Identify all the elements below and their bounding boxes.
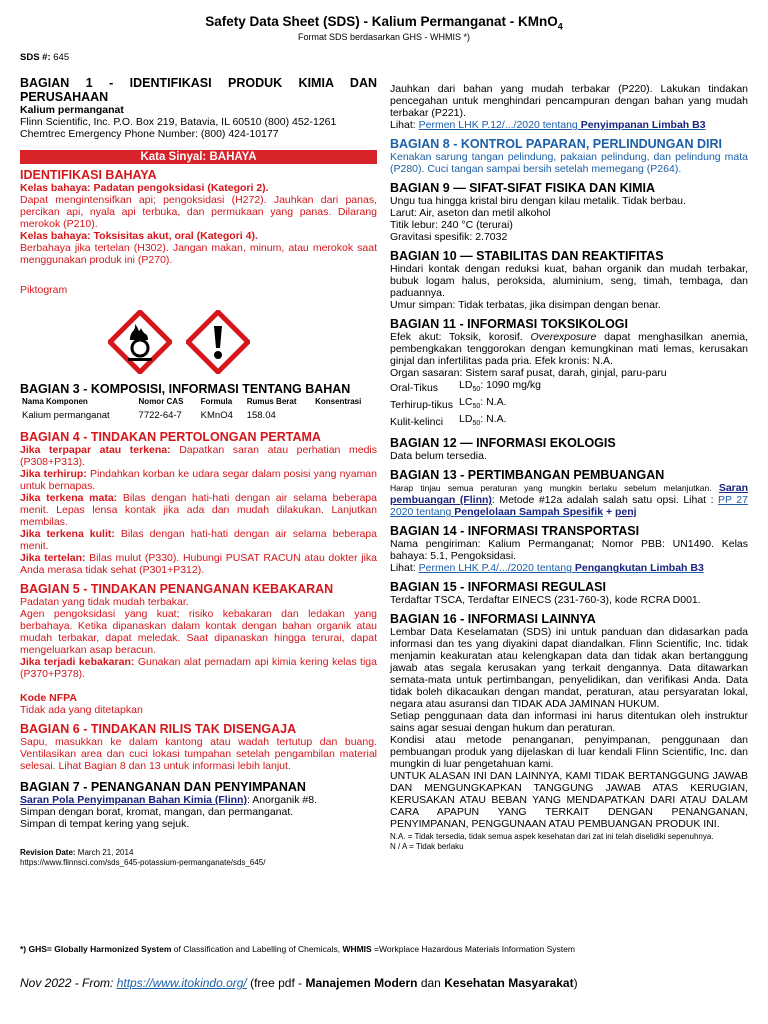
nfpa-label: Kode NFPA xyxy=(20,692,77,704)
ppe-text: Kenakan sarung tangan pelindung, pakaian pelindung, dan pelindung mata (P280). Cuci tangan sampai bersih setelah memegang (P264). xyxy=(390,151,748,175)
hazard-text-1: Dapat mengintensifkan api; pengoksidasi (H272). Jauhkan dari panas, percikan api, nyala api terbuka, dan permukaan yang panas. Dilarang merokok (P210). xyxy=(20,194,377,230)
table-row: Oral-Tikus $LD_{50}$: 1090 mg/kg xyxy=(390,379,541,394)
itokindo-link[interactable]: https://www.itokindo.org/ xyxy=(116,976,247,990)
column-header: Nomor CAS xyxy=(138,397,184,406)
section-1-heading: BAGIAN 1 - IDENTIFIKASI PRODUK KIMIA DAN PERUSAHAAN xyxy=(20,76,377,104)
table-cell: KMnO4 xyxy=(200,410,233,421)
section-14-heading: BAGIAN 14 - INFORMASI TRANSPORTASI xyxy=(390,524,640,539)
revision-date: Revision Date: March 21, 2014 xyxy=(20,848,134,857)
storage-text-2: Simpan di tempat kering yang sejuk. xyxy=(20,818,190,830)
table-cell: 7722-64-7 xyxy=(138,410,182,421)
section-15-heading: BAGIAN 15 - INFORMASI REGULASI xyxy=(390,580,606,595)
storage-text-3: Jauhkan dari bahan yang mudah terbakar (P220). Lakukan tindakan pencegahan untuk menghindari pencampuran dengan bahan yang mudah terbakar (P221). xyxy=(390,83,748,119)
sds-number: SDS #: 645 xyxy=(20,52,70,63)
section-8-heading: BAGIAN 8 - KONTROL PAPARAN, PERLINDUNGAN DIRI xyxy=(390,137,722,151)
regulatory-text: Terdaftar TSCA, Terdaftar EINECS (231-760-3), kode RCRA D001. xyxy=(390,594,701,607)
transport-regulation-link[interactable]: Permen LHK P.4/.../2020 tentang Pengangkutan Limbah B3 xyxy=(418,562,704,575)
storage-pattern: Saran Pola Penyimpanan Bahan Kimia (Flinn): Anorganik #8. xyxy=(20,794,318,806)
toxicity-table xyxy=(390,379,547,430)
section-10-heading: BAGIAN 10 — STABILITAS DAN REAKTIFITAS xyxy=(390,249,664,263)
hazard-class-1: Kelas bahaya: Padatan pengoksidasi (Kategori 2). xyxy=(20,182,269,194)
table-cell: 158.04 xyxy=(246,410,276,421)
flinn-storage-link[interactable]: Saran Pola Penyimpanan Bahan Kimia (Flinn) xyxy=(20,794,247,806)
stability-text: Hindari kontak dengan reduksi kuat, bahan organik dan mudah terbakar, bubuk logam halus, peroksida, aluminium, seng, timah, tembaga, dan paduannya. xyxy=(390,263,748,299)
section-4-heading: BAGIAN 4 - TINDAKAN PERTOLONGAN PERTAMA xyxy=(20,430,321,444)
first-aid-item: Jika tertelan: Bilas mulut (P330). Hubungi PUSAT RACUN atau dokter jika Anda merasa tidak sehat (P301+P312). xyxy=(20,552,378,576)
not-applicable-note: N / A = Tidak berlaku xyxy=(390,842,464,852)
composition-table xyxy=(20,396,377,424)
column-header: Nama Komponen xyxy=(22,397,88,406)
fire-extinguish: Jika terjadi kebakaran: Gunakan alat pemadam api kimia kering kelas tiga (P370+P378). xyxy=(20,656,377,680)
flinn-disposal-link[interactable]: Saran pembuangan (Flinn) xyxy=(390,482,748,507)
flame-over-circle-icon xyxy=(108,310,172,374)
physical-property: Ungu tua hingga kristal biru dengan kilau metalik. Tidak berbau. xyxy=(390,195,686,207)
section-5-heading: BAGIAN 5 - TINDAKAN PENANGANAN KEBAKARAN xyxy=(20,582,334,596)
toxicology-text: Efek akut: Toksik, korosif. Overexposure dapat menghasilkan anemia, pembengkakan tenggorokan dengan kemungkinan mati lemas, kerusakan ginjal dan infertilitas pada pria. Efek kronis: N.A. xyxy=(390,331,748,367)
table-row: Terhirup-tikus $LC_{50}$: N.A. xyxy=(390,396,507,411)
exclamation-mark-icon xyxy=(186,310,250,374)
section-6-heading: BAGIAN 6 - TINDAKAN RILIS TAK DISENGAJA xyxy=(20,722,297,736)
hazard-class-2: Kelas bahaya: Toksisitas akut, oral (Kategori 4). xyxy=(20,230,258,242)
other-info-p2: Setiap penggunaan data dan informasi ini harus ditentukan oleh instruktur sains agar sesuai dengan hukum dan peraturan. xyxy=(390,710,748,735)
table-cell xyxy=(313,408,377,424)
column-header: Formula xyxy=(200,397,233,406)
storage-text-1: Simpan dengan borat, kromat, mangan, dan permanganat. xyxy=(20,806,294,818)
other-info-p4: UNTUK ALASAN INI DAN LAINNYA, KAMI TIDAK BERTANGGUNG JAWAB DAN MENGUNGKAPKAN TANGGUNG JAWAB ATAS KERUGIAN, KERUSAKAN ATAU BEBAN YANG MENDAPATKAN DARI ATAU DALAM CARA APAPUN YANG TERKAIT DENGAN PENANGANAN, PENYIMPANAN, PENGGUNAAN ATAU PEMBUANGAN PRODUK INI. xyxy=(390,770,748,831)
company-address: Flinn Scientific, Inc. P.O. Box 219, Batavia, IL 60510 (800) 452-1261 xyxy=(20,116,337,128)
transport-regulation: Lihat: Permen LHK P.4/.../2020 tentang Pengangkutan Limbah B3 xyxy=(390,562,704,575)
storage-regulation: Lihat: Permen LHK P.12/.../2020 tentang Penyimpanan Limbah B3 xyxy=(390,119,706,131)
hazard-identification-heading: IDENTIFIKASI BAHAYA xyxy=(20,168,157,182)
section-9-heading: BAGIAN 9 — SIFAT-SIFAT FISIKA DAN KIMIA xyxy=(390,181,656,195)
first-aid-item: Jika terkena kulit: Bilas dengan hati-hati dengan air selama beberapa menit. xyxy=(20,528,377,552)
ecology-text: Data belum tersedia. xyxy=(390,450,487,463)
other-info-p3: Kondisi atau metode penanganan, penyimpanan, penggunaan dan pembuangan produk yang dijelaskan di luar kendali Flinn Scientific, Inc. dan mungkin di luar pengetahuan kami. xyxy=(390,734,748,771)
table-row xyxy=(20,408,377,424)
source-url: https://www.flinnsci.com/sds_645-potassium-permanganate/sds_645/ xyxy=(20,858,266,867)
table-cell: Kalium permanganat xyxy=(22,410,110,421)
physical-property: Gravitasi spesifik: 2.7032 xyxy=(390,231,508,243)
spill-text: Sapu, masukkan ke dalam kantong atau wadah tertutup dan buang. Ventilasikan area dan cuci lokasi tumpahan setelah pengambilan material selesai. Lihat Bagian 8 dan 13 untuk informasi lebih lanjut. xyxy=(20,736,377,772)
other-info-p1: Lembar Data Keselamatan (SDS) ini untuk panduan dan didasarkan pada informasi dan tes yang diyakini dapat diandalkan. Flinn Scientific, Inc. tidak menjamin keakuratan atau kelengkapan data dan tidak akan bertanggung jawab atas segala kerusakan yang terkait dengannya. Data ditawarkan semata-mata untuk pertimbangan, penyelidikan, dan verifikasi Anda. Data tidak boleh dikacaukan dengan mandat, peraturan, atau persyaratan lokal, negara atau asuransi dan TIDAK ADA JAMINAN HUKUM. xyxy=(390,626,748,711)
section-12-heading: BAGIAN 12 — INFORMASI EKOLOGIS xyxy=(390,436,616,451)
section-7-heading: BAGIAN 7 - PENANGANAN DAN PENYIMPANAN xyxy=(20,780,306,794)
emergency-phone: Chemtrec Emergency Phone Number: (800) 424-10177 xyxy=(20,128,279,140)
target-organs: Organ sasaran: Sistem saraf pusat, darah, ginjal, paru-paru xyxy=(390,367,667,379)
transport-text: Nama pengiriman: Kalium Permanganat; Nomor PBB: UN1490. Kelas bahaya: 5.1, Pengoksidasi. xyxy=(390,538,748,563)
penj-link[interactable]: penj xyxy=(615,506,637,519)
fire-text-2: Agen pengoksidasi yang kuat; risiko kebakaran dan ledakan yang berbahaya. Ketika dipanaskan dalam kontak dengan bahan organik atau mudah terbakar, dapat meledak. Saat dipanaskan hingga terurai, dapat mengeluarkan asap beracun. xyxy=(20,608,377,656)
storage-regulation-link[interactable]: Permen LHK P.12/.../2020 tentang Penyimpanan Limbah B3 xyxy=(418,119,706,131)
section-13-heading: BAGIAN 13 - PERTIMBANGAN PEMBUANGAN xyxy=(390,468,665,483)
right-column xyxy=(390,83,748,852)
pictogram-label: Piktogram xyxy=(20,284,68,296)
column-header: Konsentrasi xyxy=(315,397,362,406)
nfpa-text: Tidak ada yang ditetapkan xyxy=(20,704,143,716)
left-column xyxy=(20,76,377,868)
na-note: N.A. = Tidak tersedia, tidak semua aspek kesehatan dari zat ini telah diselidiki sepenuhnya. xyxy=(390,832,714,842)
product-name: Kalium permanganat xyxy=(20,104,124,116)
physical-property: Titik lebur: 240 °C (terurai) xyxy=(390,219,513,231)
page-footer: Nov 2022 - From: https://www.itokindo.org/ (free pdf - Manajemen Modern dan Kesehatan Masyarakat) xyxy=(20,976,578,990)
document-subtitle: Format SDS berdasarkan GHS - WHMIS *) xyxy=(297,32,471,42)
disposal-text: Harap tinjau semua peraturan yang mungkin berlaku sebelum melanjutkan. Saran pembuangan (Flinn): Metode #12a adalah salah satu opsi. Lihat : PP 27 2020 tentang Pengelolaan Sampah Spesifik + penj xyxy=(390,482,748,519)
hazard-text-2: Berbahaya jika tertelan (H302). Jangan makan, minum, atau merokok saat menggunakan produk ini (P270). xyxy=(20,242,377,266)
first-aid-item: Jika terhirup: Pindahkan korban ke udara segar dalam posisi yang nyaman untuk bernapas. xyxy=(20,468,377,492)
pp27-link[interactable]: PP 27 2020 tentang Pengelolaan Sampah Spesifik xyxy=(390,494,748,519)
section-11-heading: BAGIAN 11 - INFORMASI TOKSIKOLOGI xyxy=(390,317,628,331)
document-title: Safety Data Sheet (SDS) - Kalium Permanganat - KMnO$_4$ xyxy=(205,14,563,32)
footnote: *) GHS= Globally Harmonized System of Classification and Labelling of Chemicals, WHMIS =Workplace Hazardous Materials Information System xyxy=(20,944,575,954)
first-aid-item: Jika terkena mata: Bilas dengan hati-hati dengan air selama beberapa menit. Lepas lensa kontak jika ada dan mudah dilakukan. Lanjutkan membilas. xyxy=(20,492,377,528)
signal-word-banner: Kata Sinyal: BAHAYA xyxy=(20,150,377,164)
column-header: Rumus Berat xyxy=(246,397,297,406)
shelf-life: Umur simpan: Tidak terbatas, jika disimpan dengan benar. xyxy=(390,299,661,311)
fire-text: Padatan yang tidak mudah terbakar. xyxy=(20,596,189,608)
physical-property: Larut: Air, aseton dan metil alkohol xyxy=(390,207,551,219)
section-16-heading: BAGIAN 16 - INFORMASI LAINNYA xyxy=(390,612,596,627)
section-3-heading: BAGIAN 3 - KOMPOSISI, INFORMASI TENTANG BAHAN xyxy=(20,382,351,396)
pictograms xyxy=(108,310,377,374)
table-row: Kulit-kelinci $LD_{50}$: N.A. xyxy=(390,413,507,428)
first-aid-item: Jika terpapar atau terkena: Dapatkan saran atau perhatian medis (P308+P313). xyxy=(20,444,377,468)
